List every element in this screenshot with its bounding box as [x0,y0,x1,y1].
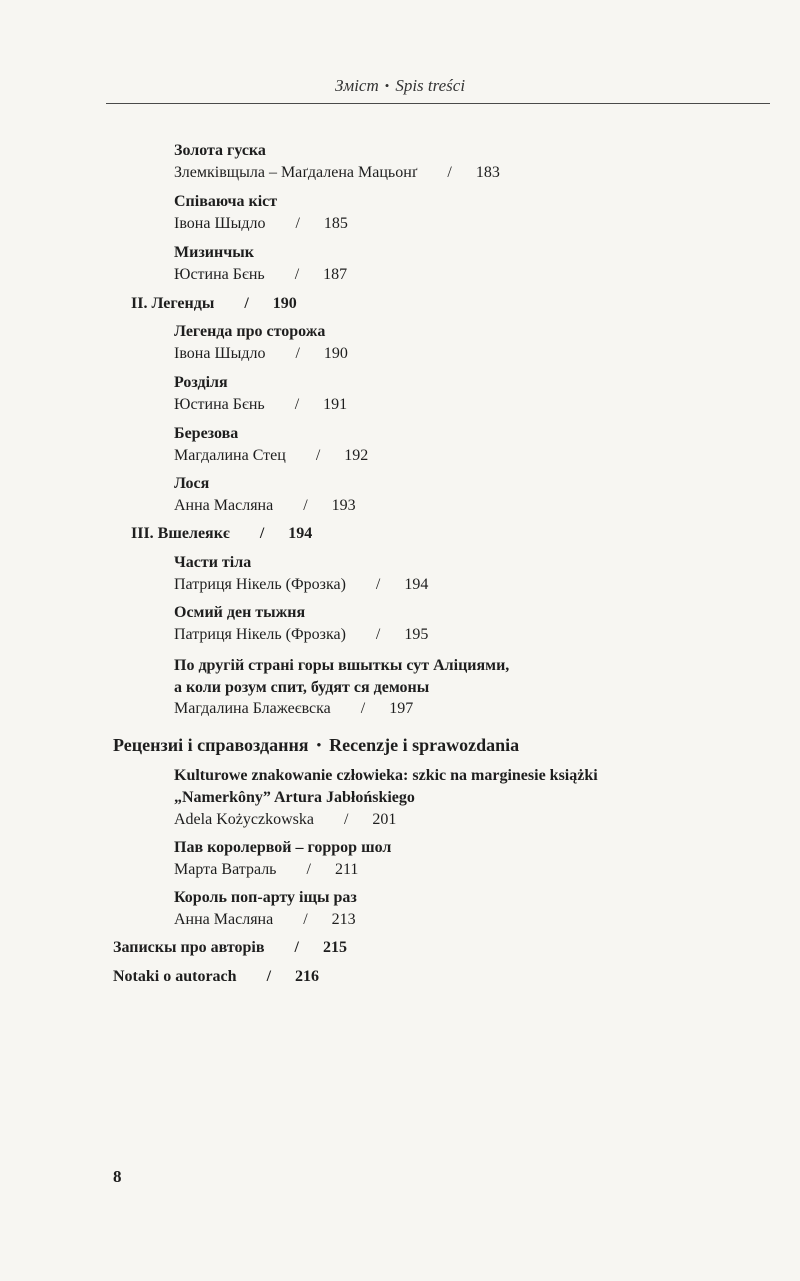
toc-author-line: Юстина Бєнь / 191 [174,396,348,413]
toc-title: „Namerkôny” Artura Jabłońskiego [174,789,415,806]
toc-author-line: Юстина Бєнь / 187 [174,266,348,283]
header-right: Spis treści [395,76,466,95]
header-left: Зміст [334,76,379,95]
toc-title: Мизинчык [174,244,254,261]
toc-title: Співаюча кіст [174,193,278,210]
toc-title: Легенда про сторожа [174,323,326,340]
toc-section: Notaki o autorach / 216 [113,968,320,985]
toc-part-heading: Рецензиі і справоздання • Recenzje i sprawozdania [113,735,520,755]
toc-author-line: Злемківщыла – Маґдалена Мацьонґ / 183 [174,164,500,181]
toc-author-line: Магдалина Стец / 192 [174,447,369,464]
toc-author-line: Патриця Нікель (Фрозка) / 195 [174,626,429,643]
page-number: 8 [113,1167,122,1186]
toc-section: II. Легенды / 190 [131,295,297,312]
toc-author-line: Анна Масляна / 213 [174,911,356,928]
toc-author-line: Івона Шыдло / 185 [174,215,348,232]
running-header [0,76,800,96]
toc-author-line: Adela Kożyczkowska / 201 [174,811,397,828]
toc-title: а коли розум спит, будят ся демоны [174,679,430,696]
toc-title: Лося [174,475,210,492]
toc-author-line: Анна Масляна / 193 [174,497,356,514]
toc-title: Kulturowe znakowanie człowieka: szkic na marginesie książki [174,767,598,784]
toc-title: Части тіла [174,554,252,571]
toc-title: Березова [174,425,239,442]
toc-author-line: Івона Шыдло / 190 [174,345,348,362]
toc-title: По другій страні горы вшыткы сут Аліциями, [174,657,510,674]
toc-title: Золота гуска [174,142,266,159]
toc-title: Розділя [174,374,228,391]
toc-title: Осмий ден тыжня [174,604,306,621]
toc-section: III. Вшелеякє / 194 [131,525,313,542]
bullet-separator: • [384,78,390,93]
toc-section: Запискы про авторів / 215 [113,939,347,956]
toc-author-line: Марта Ватраль / 211 [174,861,359,878]
bullet-separator: • [316,737,322,752]
toc-title: Король поп-арту іщы раз [174,889,357,906]
toc-author-line: Патриця Нікель (Фрозка) / 194 [174,576,429,593]
header-rule [106,103,770,104]
toc-author-line: Магдалина Блажеєвска / 197 [174,700,414,717]
toc-title: Пав королервой – горрор шол [174,839,392,856]
